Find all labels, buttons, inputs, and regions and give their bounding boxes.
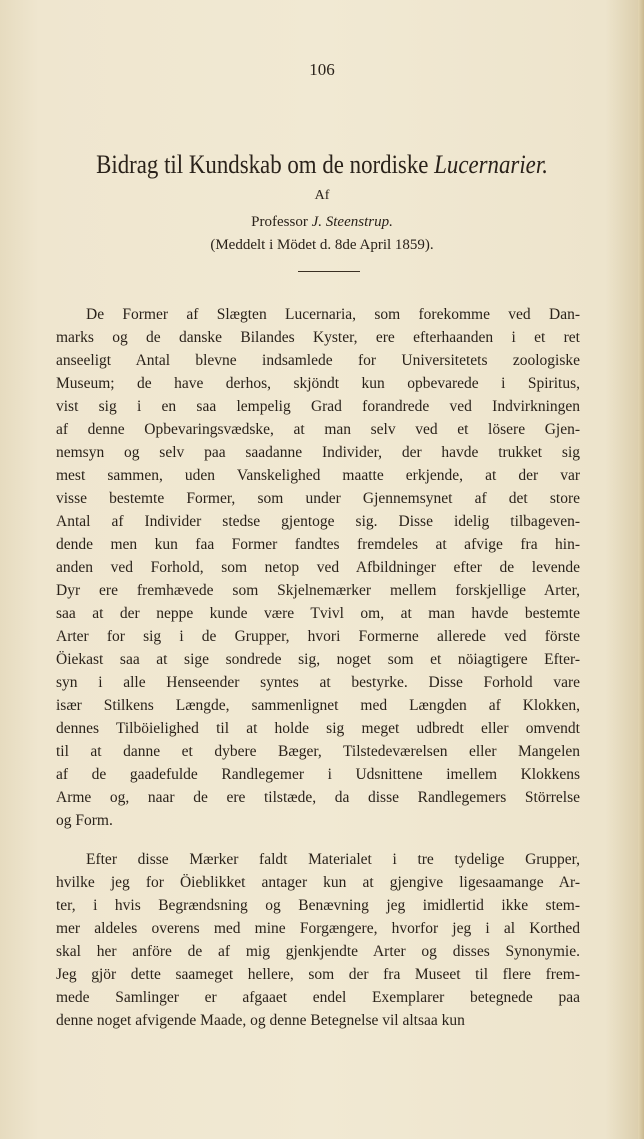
text-line: mede Samlinger er afgaaet endel Exemplarer betegnede paa (56, 989, 580, 1006)
text-line: Efter disse Mærker faldt Materialet i tre tydelige Grupper, (86, 851, 580, 868)
text-line: Öiekast saa at sige sondrede sig, noget som et nöiagtigere Efter- (56, 651, 580, 668)
text-line: dennes Tilböielighed til at holde sig meget udbredt eller omvendt (56, 720, 580, 737)
text-line: saa at der neppe kunde være Tvivl om, at man havde bestemte (56, 605, 580, 622)
text-line: og Form. (56, 812, 113, 829)
text-line: Arme og, naar de ere tilstæde, da disse Randlegemers Störrelse (56, 789, 580, 806)
text-line: vist sig i en saa lempelig Grad forandrede ved Indvirkningen (56, 398, 580, 415)
text-line: Antal af Individer stedse gjentoge sig. Disse idelig tilbageven- (56, 513, 580, 530)
communicated-date: (Meddelt i Mödet d. 8de April 1859). (210, 237, 434, 253)
text-line: syn i alle Henseender syntes at bestyrke. Disse Forhold vare (56, 674, 580, 691)
text-line: Jeg gjör dette saameget hellere, som der fra Museet til flere frem- (56, 966, 580, 983)
byline: Af (314, 188, 330, 203)
text-line: Arter for sig i de Grupper, hvori Formerne allerede ved förste (56, 628, 580, 645)
text-line: De Former af Slægten Lucernaria, som forekomme ved Dan- (86, 306, 580, 323)
text-line: især Stilkens Længde, sammenlignet med Længden af Klokken, (56, 697, 580, 714)
text-line: hvilke jeg for Öieblikket antager kun at gjengive ligesaamange Ar- (56, 874, 580, 891)
author-name: J. Steenstrup. (311, 214, 393, 230)
paragraph-2 (56, 848, 580, 1032)
author-prefix: Professor (251, 214, 312, 230)
text-line: Museum; de have derhos, skjöndt kun opbevarede i Spiritus, (56, 375, 580, 392)
text-line: marks og de danske Bilandes Kyster, ere efterhaanden i et ret (56, 329, 580, 346)
text-line: visse bestemte Former, som under Gjennemsynet af det store (56, 490, 580, 507)
text-line: af denne Opbevaringsvædske, at man selv ved et lösere Gjen- (56, 421, 580, 438)
text-line: mer aldeles overens med mine Forgængere, hvorfor jeg i al Korthed (56, 920, 580, 937)
text-line: anden ved Forhold, som netop ved Afbildninger efter de levende (56, 559, 580, 576)
text-line: dende men kun faa Former fandtes fremdeles at afvige fra hin- (56, 536, 580, 553)
text-line: Dyr ere fremhævede som Skjelnemærker mellem forskjellige Arter, (56, 582, 580, 599)
section-divider (298, 271, 360, 272)
text-line: af de gaadefulde Randlegemer i Udsnittene imellem Klokkens (56, 766, 580, 783)
text-line: ter, i hvis Begrændsning og Benævning jeg imidlertid ikke stem- (56, 897, 580, 914)
text-line: skal her anföre de af mig gjenkjendte Arter og disses Synonymie. (56, 943, 580, 960)
article-title (39, 150, 606, 180)
title-main: Bidrag til Kundskab om de nordiske (96, 150, 435, 179)
text-line: anseeligt Antal blevne indsamlede for Universitetets zoologiske (56, 352, 580, 369)
author-line (0, 214, 644, 231)
paragraph-1 (56, 303, 580, 832)
text-line: denne noget afvigende Maade, og denne Betegnelse vil altsaa kun (56, 1012, 465, 1029)
text-line: mest sammen, uden Vanskelighed maatte erkjende, at der var (56, 467, 580, 484)
page-number: 106 (309, 60, 335, 79)
text-line: nemsyn og selv paa saadanne Individer, der havde trukket sig (56, 444, 580, 461)
text-line: til at danne et dybere Bæger, Tilstedeværelsen eller Mangelen (56, 743, 580, 760)
title-italic: Lucernarier. (434, 150, 548, 179)
